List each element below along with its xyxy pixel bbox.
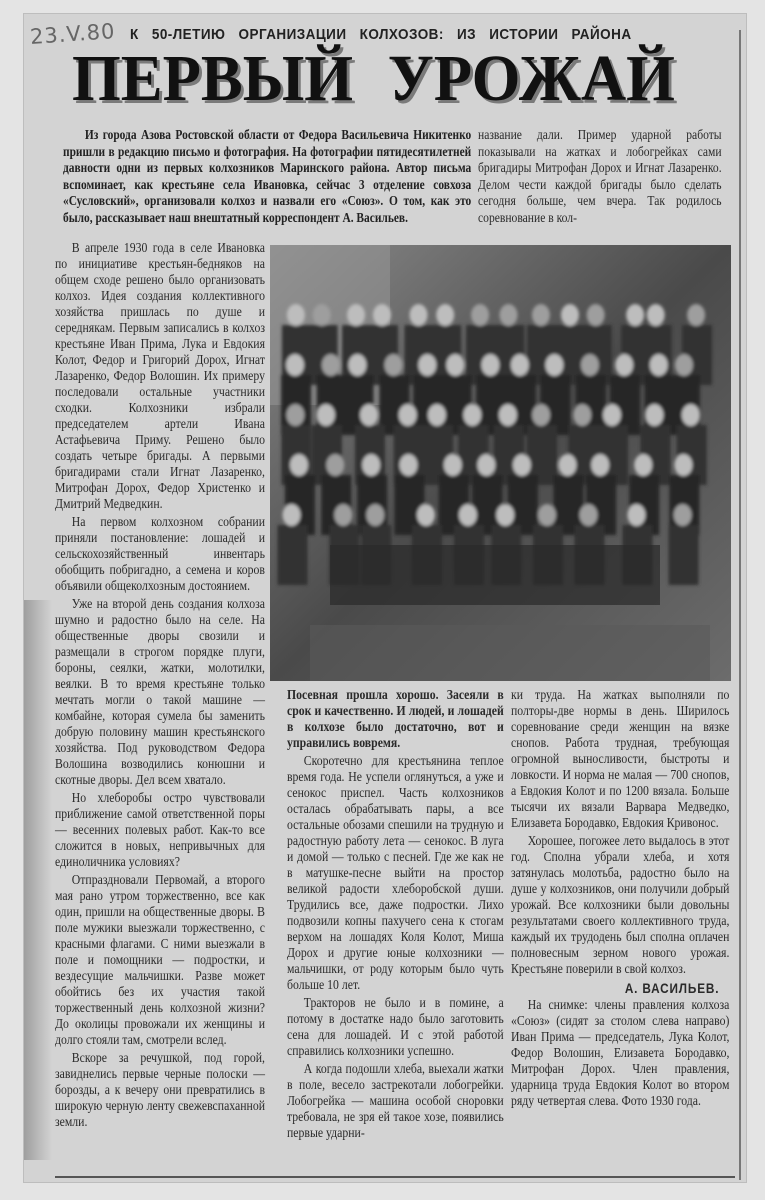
person-face [286, 404, 304, 426]
person-face [645, 404, 663, 426]
person-face [682, 404, 700, 426]
person-face [463, 404, 481, 426]
person-face [399, 454, 417, 476]
person-face [317, 404, 335, 426]
person-face [459, 504, 477, 526]
person-face [499, 304, 517, 326]
person-face [687, 304, 705, 326]
paper-shadow [24, 600, 52, 1160]
person-face [650, 354, 668, 376]
paragraph: Посевная прошла хорошо. Засеяли в срок и качественно. И людей, и лошадей в колхозе было достаточно, вот и управились вовремя. [287, 688, 504, 751]
person-face [366, 504, 384, 526]
paragraph: В апреле 1930 года в селе Ивановка по инициативе крестьян-бедняков на общем сходе решено было организовать колхоз. Идея создания коллективного хозяйства пришлась по душе и середнякам. Первым записались в колхоз крестьяне Иван Прима, Лука и Евдокия Колот, Федор и Григорий Дорох, Игнат Лазаренко, Федор Волошин. Их примеру последовали остальные участники сходки. Колхозники избрали председателем артели Ивана Астафьевича Приму. Решено было создать четыре бригады. А первыми бригадирами стали Игнат Лазаренко, Митрофан Дорох, Федор Христенко и Дмитрий Медведкин. [55, 241, 265, 512]
middle-column [287, 688, 504, 1144]
person-face [587, 304, 605, 326]
person-face [513, 454, 531, 476]
person-face [418, 354, 436, 376]
person-face [675, 354, 693, 376]
handwritten-date: 23.V.80 [29, 19, 117, 49]
person-face [499, 404, 517, 426]
person-face [290, 454, 308, 476]
person-face [626, 304, 644, 326]
person-face [573, 404, 591, 426]
person-face [417, 504, 435, 526]
person-face [538, 504, 556, 526]
article-headline: ПЕРВЫЙ УРОЖАЙ [72, 42, 675, 115]
left-column [55, 241, 265, 1133]
person-face [410, 304, 428, 326]
person-face [634, 454, 652, 476]
person-face [373, 304, 391, 326]
person-face [558, 454, 576, 476]
person-face [446, 354, 464, 376]
paragraph: На первом колхозном собрании приняли постановление: лошадей и сельскохозяйственный инвентарь обобщить побригадно, а семена и коров объявили общеколхозным достоянием. [55, 515, 265, 594]
lead-continuation-column [478, 127, 722, 229]
caption-text: На снимке: члены правления колхоза «Союз» (сидят за столом слева направо) Иван Прима — председатель, Лука Колот, Федор Волошин, Елизавета Бородавко, Митрофан Дорох. Член правления, ударница труда Евдокия Колот во втором ряду четвертая слева. Фото 1930 года. [511, 998, 730, 1109]
paragraph: Хорошее, погожее лето выдалось в этот год. Сполна убрали хлеба, и хотя затянулась молотьба, радостно было на душе у колхозников, они получили добрый урожай. Все колхозники были довольны результатами своего коллективного труда, каждый их трудодень был сполна оплачен полновесным зерном нового урожая. Крестьяне поверили в свой колхоз. [511, 834, 730, 977]
person-figure [669, 525, 699, 585]
person-face [481, 354, 499, 376]
person-face [334, 504, 352, 526]
person-face [286, 354, 304, 376]
paragraph: Отпраздновали Первомай, а второго мая рано утром торжественно, все как один, пришли на общественные дворы. В поле мужики выезжали торжественно, с красными флагами. С ними выезжали в поле и помощники — подростки, и вездесущие мальчишки. Разве может обойтись без их участия такой торжественный день колхозной жизни? До околицы провожали их женщины и долго стояли там, смотрели вслед. [55, 873, 265, 1048]
person-face [471, 304, 489, 326]
person-face [428, 404, 446, 426]
right-rule [739, 30, 741, 1180]
paragraph: Скоротечно для крестьянина теплое время года. Не успели оглянуться, а уже и сенокос приспел. Часть колхозников осталась обрабатывать пары, а все остальные обозами спешили на трудную и радостную работу лета — сенокос. В луга и домой — только с песней. Где же как не в матушке-песне выйти на простор великой радости хлеборобской души. Трудились все, даже подростки. Лихо подвозили копны пахучего сена к стогам верхом на лошадях Коля Колот, Миша Дорох и другие юные колхозники — мальчишки, от роду которым было чуть больше 10 лет. [287, 754, 504, 993]
author-signature: А. ВАСИЛЬЕВ. [624, 980, 720, 996]
paragraph: Тракторов не было и в помине, а потому в достатке надо было заготовить сена для лошадей. И с этой работой справились колхозники успешно. [287, 996, 504, 1059]
paragraph: ки труда. На жатках выполняли по полторы-две нормы в день. Ширилось соревнование среди женщин на вязке снопов. Работа трудная, требующая огромной выносливости, быстроты и ловкости. И норма не малая — 700 снопов, а Евдокия Колот и по 1200 вязала. Больше тысячи их вязали Варвара Медведко, Елизавета Бородавко, Евдокия Кривонос. [511, 688, 730, 831]
person-face [545, 354, 563, 376]
person-face [362, 454, 380, 476]
person-face [313, 304, 331, 326]
bottom-rule [55, 1176, 735, 1178]
person-face [384, 354, 402, 376]
person-face [347, 304, 365, 326]
person-face [647, 304, 665, 326]
person-face [348, 354, 366, 376]
photo-image [270, 245, 731, 681]
person-face [532, 404, 550, 426]
person-face [322, 354, 340, 376]
person-face [496, 504, 514, 526]
person-face [477, 454, 495, 476]
article-lead: Из города Азова Ростовской области от Федора Васильевича Никитенко пришли в редакцию письмо и фотография. На фотографии пятидесятилетней давности одни из первых колхозников Маринского района. Автор письма вспоминает, как крестьяне села Ивановка, сейчас 3 отделение совхоза «Сусловский», организовали колхоз и назвали его «Союз». О том, как это было, рассказывает наш внештатный корреспондент А. Васильев. [63, 127, 472, 225]
person-face [581, 354, 599, 376]
rubric-kicker: К 50-ЛЕТИЮ ОРГАНИЗАЦИИ КОЛХОЗОВ: ИЗ ИСТОРИИ РАЙОНА [130, 26, 632, 43]
paragraph: Уже на второй день создания колхоза шумно и радостно было на селе. На общественные дворы свозили и размещали в строгом порядке плуги, бороны, сеялки, жатки, молотилки, веялки. В то время крестьяне только мечтать могли о такой машине — комбайне, которая сумела бы заменить добрую половину машин крестьянского хозяйства. Под руководством Федора Волошина возводились конюшни и скотные дворы. Дел всем хватало. [55, 597, 265, 788]
person-face [360, 404, 378, 426]
person-face [591, 454, 609, 476]
person-face [283, 504, 301, 526]
person-face [579, 504, 597, 526]
right-column [511, 688, 729, 1112]
person-face [627, 504, 645, 526]
paragraph: название дали. Пример ударной работы показывали на жатках и лобогрейках сами бригадиры Митрофан Дорох и Игнат Лазаренко. Делом чести каждой бригады было сделать сегодня больше, чем вчера. Так родилось соревнование в кол- [478, 127, 722, 225]
person-face [532, 304, 550, 326]
person-figure [278, 525, 308, 585]
historical-photo-kolkhoz-members [270, 245, 731, 681]
person-face [674, 504, 692, 526]
floor [310, 625, 710, 681]
person-face [511, 354, 529, 376]
person-face [436, 304, 454, 326]
person-face [615, 354, 633, 376]
person-face [444, 454, 462, 476]
paragraph: А когда подошли хлеба, выехали жатки в поле, весело застрекотали лобогрейки. Лобогрейка — машина особой сноровки требовала, не зря ей такое хозе, появились первые ударни- [287, 1062, 504, 1141]
person-face [326, 454, 344, 476]
person-face [287, 304, 305, 326]
person-face [603, 404, 621, 426]
table [330, 545, 660, 605]
paragraph: Вскоре за речушкой, под горой, завиднелись первые черные полоски — борозды, а к вечеру они превратились в широкую черную ленту свежевспаханной земли. [55, 1051, 265, 1130]
paragraph: Но хлеборобы остро чувствовали приближение самой ответственной поры — весенних полевых работ. Как-то все сложится в новых, непривычных для единоличника условиях? [55, 791, 265, 870]
person-face [561, 304, 579, 326]
photo-caption [511, 998, 729, 1110]
person-face [674, 454, 692, 476]
person-face [399, 404, 417, 426]
